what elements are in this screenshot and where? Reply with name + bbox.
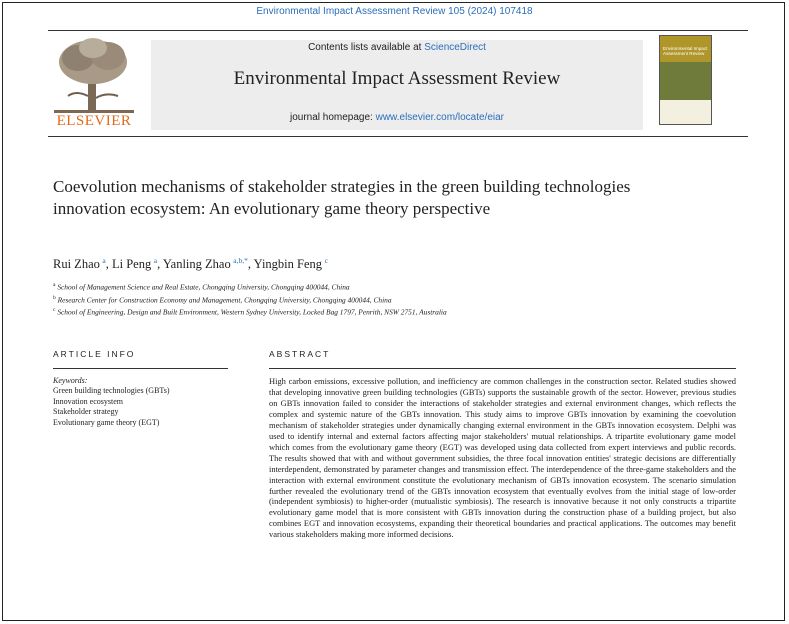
header-bottom-rule bbox=[48, 136, 748, 137]
keywords-label: Keywords: bbox=[53, 376, 88, 385]
author-affil-mark[interactable]: a bbox=[102, 256, 106, 265]
author-name[interactable]: Yanling Zhao bbox=[162, 257, 231, 272]
affiliation-text: Research Center for Construction Economy and Management, Chongqing University, Chongqing 400044, China bbox=[57, 295, 392, 305]
journal-cover-thumbnail[interactable] bbox=[659, 35, 712, 125]
abstract-rule bbox=[269, 368, 736, 369]
sciencedirect-link[interactable]: ScienceDirect bbox=[424, 42, 486, 53]
abstract-heading: ABSTRACT bbox=[269, 349, 331, 359]
author-name[interactable]: Yingbin Feng bbox=[253, 257, 323, 272]
author-list: Rui Zhao $^a$, Li Peng $^a$, Yanling Zhao $^{a,b,*}$, Yingbin Feng $^c$ bbox=[53, 256, 328, 272]
homepage-line bbox=[151, 112, 643, 123]
keyword-item: Evolutionary game theory (EGT) bbox=[53, 417, 160, 427]
affiliation bbox=[53, 307, 447, 316]
contents-line bbox=[151, 42, 643, 53]
journal-homepage-link[interactable]: www.elsevier.com/locate/eiar bbox=[375, 112, 504, 123]
cover-title: Environmental Impact Assessment Review bbox=[663, 46, 708, 56]
author-name[interactable]: Li Peng bbox=[111, 257, 152, 272]
affiliation bbox=[53, 295, 392, 304]
affiliation-mark: c bbox=[53, 307, 56, 313]
author-affil-mark[interactable]: a bbox=[153, 256, 158, 265]
cover-lower bbox=[660, 100, 711, 124]
keyword-list bbox=[53, 386, 170, 428]
elsevier-logo-text: ELSEVIER bbox=[56, 113, 132, 129]
journal-title: Environmental Impact Assessment Review bbox=[233, 68, 561, 89]
contents-prefix: Contents lists available at bbox=[308, 42, 425, 53]
article-info-rule bbox=[53, 368, 228, 369]
keyword-item: Green building technologies (GBTs) bbox=[53, 386, 170, 395]
affiliation-text: School of Engineering, Design and Built Environment, Western Sydney University, Locked Bag 1797, Penrith, NSW 2751, Australia bbox=[57, 307, 447, 317]
affiliation-mark: b bbox=[53, 295, 56, 301]
affiliation-mark: a bbox=[53, 282, 56, 288]
keyword-item: Stakeholder strategy bbox=[53, 407, 119, 417]
affiliation-text: School of Management Science and Real Estate, Chongqing University, Chongqing 400044, China bbox=[57, 282, 350, 292]
author-name[interactable]: Rui Zhao bbox=[53, 257, 100, 272]
article-info-heading: ARTICLE INFO bbox=[53, 349, 136, 359]
affiliation bbox=[53, 282, 350, 291]
abstract-text: High carbon emissions, excessive pollution, and inefficiency are common challenges in the construction sector. Related studies showed that developing innovative green building technologies (GBTs) supports the sustainable growth of the sector. However, previous studies on GBTs innovation failed to consider the interactions of stakeholder strategies and external environment changes, which reflects the complex and systemic nature of the GBTs innovation. This study aims to improve GBTs innovation by examining the coevolution mechanism of stakeholder strategies under dynamically changing external environment in the GBTs innovation ecosystem. Delphi was used to identify internal and external factors affecting major stakeholders' mutual relationships. A tripartite evolutionary game model which comes from the evolutionary game theory (EGT) was developed using data collected from expert interviews and public records. The results showed that with and without government subsidies, the three focal innovation entities' strategic decisions are differentially interdependent, demonstrated by parameter changes and transmission effect. The interdependence of the three-game stakeholders and the interaction with external environment constitute the evolutionary mechanism of GBTs innovation ecosystem. The scenario simulation further revealed the evolutionary trend of the GBTs innovation ecosystem that eventually evolves from the initial stage of low-order (independent symbiosis) to higher-order (mutualistic symbiosis). The research is innovative because it not only constructs a tripartite evolutionary game model that is more consistent with GBTs innovation during the construction phase of a building project, but also combines EGT and innovation ecosystems, expanding their theoretical boundaries and practical applications. The outcomes may benefit various stakeholders making more informed decisions. bbox=[269, 376, 736, 540]
keyword-item: Innovation ecosystem bbox=[53, 396, 123, 406]
author-affil-mark[interactable]: c bbox=[324, 256, 328, 265]
author-affil-mark[interactable]: a,b,* bbox=[233, 256, 248, 265]
journal-reference-link[interactable]: Environmental Impact Assessment Review 105 (2024) 107418 bbox=[256, 6, 533, 17]
homepage-prefix: journal homepage: bbox=[289, 112, 376, 123]
header-top-rule bbox=[48, 30, 748, 31]
article-title: Coevolution mechanisms of stakeholder strategies in the green building technologies innovation ecosystem: An evolutionary game theory perspective bbox=[53, 177, 631, 218]
